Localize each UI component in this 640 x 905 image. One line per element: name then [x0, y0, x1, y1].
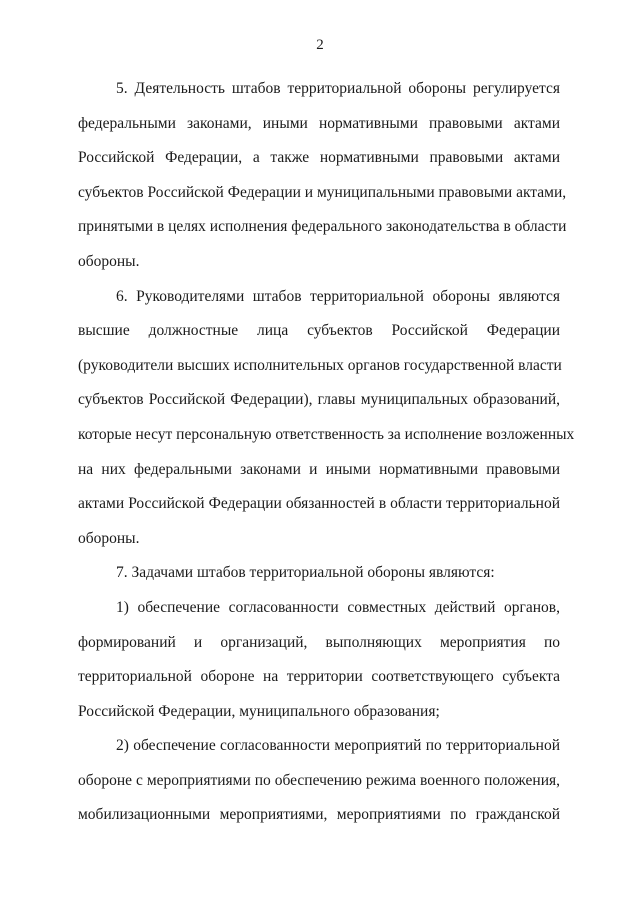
text-line: 6. Руководителями штабов территориальной обороны являются [116, 287, 560, 305]
text-line: актами Российской Федерации обязанностей в области территориальной [78, 495, 560, 513]
text-line: обороны. [78, 252, 140, 270]
text-line: обороны. [78, 529, 140, 547]
text-line: Российской Федерации, а также нормативными правовыми актами [78, 149, 560, 167]
paragraph-6 [78, 280, 575, 557]
text-line: территориальной обороне на территории соответствующего субъекта [78, 668, 560, 686]
text-line: которые несут персональную ответственность за исполнение возложенных [78, 425, 575, 443]
text-line: субъектов Российской Федерации и муниципальными правовыми актами, [78, 183, 567, 201]
text-line: принятыми в целях исполнения федерального законодательства в области [78, 218, 567, 236]
list-item-2 [78, 729, 560, 833]
text-line: обороне с мероприятиями по обеспечению режима военного положения, [78, 771, 560, 789]
text-line: мобилизационными мероприятиями, мероприятиями по гражданской [78, 806, 560, 824]
paragraph-5 [78, 72, 567, 280]
text-line: 7. Задачами штабов территориальной обороны являются: [116, 564, 495, 582]
list-item-1 [78, 591, 560, 729]
text-line: 2) обеспечение согласованности мероприятий по территориальной [116, 737, 560, 755]
text-line: высшие должностные лица субъектов Российской Федерации [78, 322, 560, 340]
text-line: формирований и организаций, выполняющих мероприятия по [78, 633, 560, 651]
text-line: Российской Федерации, муниципального образования; [78, 702, 440, 720]
text-line: федеральными законами, иными нормативными правовыми актами [78, 114, 560, 132]
text-line: 5. Деятельность штабов территориальной обороны регулируется [116, 80, 560, 97]
text-line: 1) обеспечение согласованности совместных действий органов, [116, 598, 560, 616]
text-line: субъектов Российской Федерации), главы муниципальных образований, [78, 391, 560, 409]
page-number: 2 [316, 37, 324, 53]
document-body [78, 72, 575, 833]
paragraph-7 [78, 556, 560, 591]
text-line: (руководители высших исполнительных органов государственной власти [78, 356, 562, 374]
text-line: на них федеральными законами и иными нормативными правовыми [78, 460, 560, 478]
